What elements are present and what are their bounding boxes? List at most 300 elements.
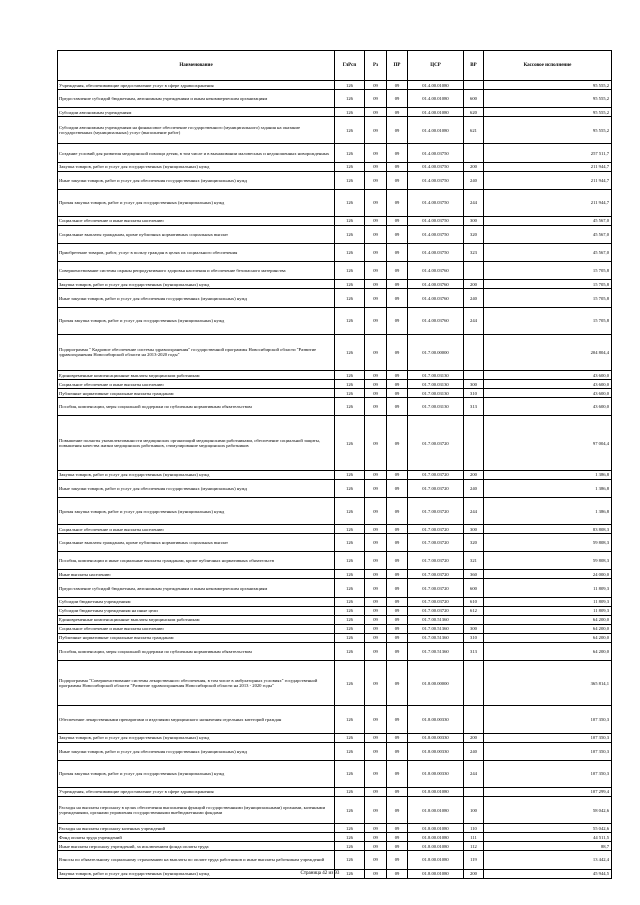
table-row (58, 398, 612, 416)
cell-csr: 01.4.00.03760 (408, 280, 464, 289)
cell-vr: 313 (464, 642, 484, 660)
cell-name: Прочая закупка товаров, работ и услуг для государственных (муниципальных) нужд (58, 760, 335, 787)
col-header-rz: Рз (365, 51, 387, 81)
cell-name: Пособия, компенсации, меры социальной поддержки по публичным нормативным обязательствам (58, 642, 335, 660)
cell-amount: 1 386,8 (484, 497, 612, 524)
cell-pr: 09 (387, 624, 408, 633)
cell-grs: 126 (335, 144, 365, 162)
cell-vr: 119 (464, 851, 484, 869)
cell-csr: 01.8.00.01080 (408, 797, 464, 824)
cell-rz: 09 (365, 289, 387, 307)
cell-amount: 211 944,7 (484, 189, 612, 216)
table-row (58, 389, 612, 398)
cell-csr: 01.7.00.51360 (408, 615, 464, 624)
cell-name: Создание условий для развития медицинской помощи детям, в том числе и в выхаживании маловесных и недоношенных новорожденных (58, 144, 335, 162)
cell-amount: 107 350,3 (484, 760, 612, 787)
cell-amount: 11 809,3 (484, 579, 612, 597)
cell-pr: 09 (387, 162, 408, 171)
cell-csr: 01.7.00.51360 (408, 642, 464, 660)
cell-grs: 126 (335, 289, 365, 307)
cell-csr: 01.7.00.03720 (408, 570, 464, 579)
cell-amount: 95 555,2 (484, 81, 612, 90)
cell-rz: 09 (365, 371, 387, 380)
cell-name: Приобретение товаров, работ, услуг в пользу граждан в целях их социального обеспечения (58, 244, 335, 262)
cell-pr: 09 (387, 615, 408, 624)
cell-name: Единовременные компенсационные выплаты медицинским работникам (58, 371, 335, 380)
cell-rz: 09 (365, 90, 387, 108)
cell-amount: 64 200,0 (484, 615, 612, 624)
cell-vr: 240 (464, 479, 484, 497)
cell-pr: 09 (387, 851, 408, 869)
cell-pr: 09 (387, 389, 408, 398)
cell-csr: 01.4.00.03750 (408, 189, 464, 216)
cell-grs: 126 (335, 869, 365, 878)
table-row (58, 661, 612, 706)
cell-grs: 126 (335, 633, 365, 642)
cell-vr: 200 (464, 280, 484, 289)
cell-pr: 09 (387, 189, 408, 216)
cell-name: Иные выплаты персоналу учреждений, за исключением фонда оплаты труда (58, 842, 335, 851)
cell-grs: 126 (335, 280, 365, 289)
cell-rz: 09 (365, 226, 387, 244)
table-row (58, 633, 612, 642)
cell-name: Иные закупки товаров, работ и услуг для обеспечения государственных (муниципальных) нужд (58, 479, 335, 497)
cell-vr (464, 787, 484, 796)
cell-amount: 1 386,8 (484, 470, 612, 479)
cell-pr: 09 (387, 661, 408, 706)
table-row (58, 534, 612, 552)
cell-grs: 126 (335, 597, 365, 606)
cell-pr: 09 (387, 470, 408, 479)
cell-grs: 126 (335, 661, 365, 706)
cell-vr (464, 661, 484, 706)
cell-rz: 09 (365, 824, 387, 833)
cell-grs: 126 (335, 552, 365, 570)
cell-rz: 09 (365, 833, 387, 842)
cell-name: Субсидии автономным учреждениям на финансовое обеспечение государственного (муниципального) задания на оказание государственных (муниципальных) услуг (выполнение работ) (58, 117, 335, 144)
cell-pr: 09 (387, 416, 408, 470)
cell-amount: 45 944,5 (484, 869, 612, 878)
cell-amount: 64 200,0 (484, 624, 612, 633)
cell-name: Социальное обеспечение и иные выплаты населению (58, 525, 335, 534)
cell-vr: 621 (464, 117, 484, 144)
cell-amount: 107 299,4 (484, 787, 612, 796)
cell-amount: 64 200,0 (484, 633, 612, 642)
table-row (58, 597, 612, 606)
cell-vr: 244 (464, 307, 484, 334)
cell-name: Прочая закупка товаров, работ и услуг для государственных (муниципальных) нужд (58, 497, 335, 524)
cell-amount: 1 386,8 (484, 479, 612, 497)
cell-vr: 240 (464, 742, 484, 760)
cell-csr: 01.7.00.03720 (408, 416, 464, 470)
cell-rz: 09 (365, 497, 387, 524)
cell-pr: 09 (387, 824, 408, 833)
cell-name: Подпрограмма " Кадровое обеспечение системы здравоохранения" государственной программы Новосибирской области "Развитие здравоохранения Новосибирской области на 2013-2020 годы" (58, 334, 335, 370)
cell-grs: 126 (335, 797, 365, 824)
cell-csr: 01.4.00.03760 (408, 262, 464, 280)
cell-name: Иные закупки товаров, работ и услуг для обеспечения государственных (муниципальных) нужд (58, 171, 335, 189)
table-row (58, 624, 612, 633)
cell-csr: 01.4.00.03750 (408, 226, 464, 244)
cell-csr: 01.4.00.03750 (408, 171, 464, 189)
cell-grs: 126 (335, 90, 365, 108)
cell-name: Пособия, компенсации, меры социальной поддержки по публичным нормативным обязательствам (58, 398, 335, 416)
table-row (58, 525, 612, 534)
cell-name: Социальное обеспечение и иные выплаты населению (58, 216, 335, 225)
cell-rz: 09 (365, 642, 387, 660)
table-row (58, 416, 612, 470)
cell-pr: 09 (387, 797, 408, 824)
cell-csr: 01.8.00.00330 (408, 733, 464, 742)
cell-name: Прочая закупка товаров, работ и услуг для государственных (муниципальных) нужд (58, 307, 335, 334)
cell-vr (464, 615, 484, 624)
cell-rz: 09 (365, 171, 387, 189)
cell-amount: 204 804,4 (484, 334, 612, 370)
cell-grs: 126 (335, 624, 365, 633)
cell-pr: 09 (387, 479, 408, 497)
cell-grs: 126 (335, 307, 365, 334)
cell-csr: 01.8.00.00000 (408, 661, 464, 706)
cell-vr: 200 (464, 733, 484, 742)
table-row (58, 787, 612, 796)
table-row (58, 733, 612, 742)
cell-grs: 126 (335, 389, 365, 398)
col-header-name: Наименование (58, 51, 335, 81)
cell-rz: 09 (365, 869, 387, 878)
cell-csr: 01.7.00.51360 (408, 624, 464, 633)
cell-vr: 600 (464, 579, 484, 597)
cell-rz: 09 (365, 334, 387, 370)
cell-csr: 01.7.00.00000 (408, 334, 464, 370)
cell-name: Единовременные компенсационные выплаты медицинским работникам (58, 615, 335, 624)
cell-grs: 126 (335, 334, 365, 370)
cell-vr: 620 (464, 108, 484, 117)
cell-amount: 15 705,8 (484, 280, 612, 289)
cell-pr: 09 (387, 570, 408, 579)
cell-pr: 09 (387, 262, 408, 280)
table-row (58, 280, 612, 289)
cell-grs: 126 (335, 742, 365, 760)
cell-amount: 43 600,0 (484, 389, 612, 398)
cell-pr: 09 (387, 633, 408, 642)
cell-pr: 09 (387, 497, 408, 524)
table-row (58, 606, 612, 615)
cell-name: Социальное обеспечение и иные выплаты населению (58, 624, 335, 633)
cell-name: Фонд оплаты труда учреждений (58, 833, 335, 842)
table-row (58, 307, 612, 334)
cell-amount: 95 555,2 (484, 108, 612, 117)
cell-name: Подпрограмма "Совершенствование системы лекарственного обеспечения, в том числе в амбулаторных условиях" государственной программы Новосибирской области "Развитие здравоохранения Новосибирской области на 2013 - 2020 годы" (58, 661, 335, 706)
table-row (58, 760, 612, 787)
cell-name: Взносы по обязательному социальному страхованию на выплаты по оплате труда работников и иные выплаты работникам учреждений (58, 851, 335, 869)
cell-pr: 09 (387, 787, 408, 796)
cell-rz: 09 (365, 525, 387, 534)
table-row (58, 244, 612, 262)
table-row (58, 262, 612, 280)
cell-csr: 01.8.00.01080 (408, 842, 464, 851)
cell-csr: 01.4.00.03750 (408, 216, 464, 225)
cell-csr: 01.8.00.00330 (408, 706, 464, 733)
cell-amount: 257 511,7 (484, 144, 612, 162)
cell-rz: 09 (365, 81, 387, 90)
cell-vr (464, 706, 484, 733)
table-row (58, 334, 612, 370)
cell-name: Закупка товаров, работ и услуг для государственных (муниципальных) нужд (58, 470, 335, 479)
cell-pr: 09 (387, 552, 408, 570)
cell-pr: 09 (387, 280, 408, 289)
cell-rz: 09 (365, 706, 387, 733)
cell-csr: 01.8.00.00330 (408, 760, 464, 787)
cell-grs: 126 (335, 787, 365, 796)
cell-grs: 126 (335, 760, 365, 787)
cell-grs: 126 (335, 117, 365, 144)
cell-grs: 126 (335, 824, 365, 833)
table-row (58, 90, 612, 108)
col-header-vr: ВР (464, 51, 484, 81)
cell-pr: 09 (387, 307, 408, 334)
cell-grs: 126 (335, 171, 365, 189)
cell-grs: 126 (335, 579, 365, 597)
cell-rz: 09 (365, 144, 387, 162)
cell-amount: 44 511,5 (484, 833, 612, 842)
cell-vr: 300 (464, 380, 484, 389)
cell-rz: 09 (365, 579, 387, 597)
cell-amount: 45 567,0 (484, 226, 612, 244)
cell-csr: 01.7.00.51360 (408, 633, 464, 642)
cell-vr (464, 81, 484, 90)
cell-vr (464, 371, 484, 380)
cell-vr: 244 (464, 189, 484, 216)
cell-amount: 107 350,3 (484, 706, 612, 733)
table-header-row (58, 51, 612, 81)
cell-amount: 55 042,6 (484, 824, 612, 833)
cell-csr: 01.4.00.03760 (408, 289, 464, 307)
cell-amount: 24 000,0 (484, 570, 612, 579)
cell-rz: 09 (365, 842, 387, 851)
cell-grs: 126 (335, 398, 365, 416)
cell-amount: 95 555,2 (484, 117, 612, 144)
cell-vr: 200 (464, 162, 484, 171)
cell-vr: 244 (464, 760, 484, 787)
cell-pr: 09 (387, 371, 408, 380)
cell-csr: 01.7.00.03130 (408, 371, 464, 380)
cell-rz: 09 (365, 661, 387, 706)
cell-csr: 01.8.00.01080 (408, 824, 464, 833)
cell-amount: 107 350,3 (484, 733, 612, 742)
table-row (58, 171, 612, 189)
cell-pr: 09 (387, 216, 408, 225)
cell-rz: 09 (365, 787, 387, 796)
cell-vr: 111 (464, 833, 484, 842)
cell-rz: 09 (365, 108, 387, 117)
cell-vr: 200 (464, 470, 484, 479)
cell-csr: 01.4.00.01080 (408, 108, 464, 117)
cell-grs: 126 (335, 706, 365, 733)
cell-rz: 09 (365, 760, 387, 787)
table-row (58, 742, 612, 760)
cell-vr: 300 (464, 216, 484, 225)
cell-pr: 09 (387, 642, 408, 660)
col-header-pr: ПР (387, 51, 408, 81)
cell-vr: 323 (464, 244, 484, 262)
cell-grs: 126 (335, 371, 365, 380)
cell-name: Учреждения, обеспечивающие предоставление услуг в сфере здравоохранения (58, 787, 335, 796)
cell-grs: 126 (335, 833, 365, 842)
table-row (58, 552, 612, 570)
cell-name: Субсидии бюджетным учреждениям (58, 597, 335, 606)
cell-csr: 01.8.00.01080 (408, 869, 464, 878)
cell-amount: 83 808,3 (484, 525, 612, 534)
cell-name: Расходы на выплаты персоналу казенных учреждений (58, 824, 335, 833)
table-row (58, 833, 612, 842)
cell-name: Публичные нормативные социальные выплаты гражданам (58, 389, 335, 398)
cell-csr: 01.7.00.03130 (408, 389, 464, 398)
cell-pr: 09 (387, 760, 408, 787)
cell-vr: 110 (464, 824, 484, 833)
cell-rz: 09 (365, 307, 387, 334)
cell-amount: 15 705,8 (484, 307, 612, 334)
cell-amount: 211 944,7 (484, 171, 612, 189)
cell-amount: 64 200,0 (484, 642, 612, 660)
cell-pr: 09 (387, 534, 408, 552)
cell-csr: 01.7.00.03720 (408, 606, 464, 615)
cell-rz: 09 (365, 117, 387, 144)
cell-vr: 612 (464, 606, 484, 615)
cell-vr (464, 262, 484, 280)
cell-grs: 126 (335, 470, 365, 479)
cell-rz: 09 (365, 624, 387, 633)
cell-pr: 09 (387, 380, 408, 389)
cell-rz: 09 (365, 552, 387, 570)
cell-csr: 01.8.00.01080 (408, 787, 464, 796)
cell-pr: 09 (387, 742, 408, 760)
cell-csr: 01.8.00.01080 (408, 851, 464, 869)
col-header-grs: ГлРсп (335, 51, 365, 81)
table-row (58, 226, 612, 244)
cell-csr: 01.4.00.03750 (408, 244, 464, 262)
table-row (58, 797, 612, 824)
cell-rz: 09 (365, 244, 387, 262)
cell-name: Учреждения, обеспечивающие предоставление услуг в сфере здравоохранения (58, 81, 335, 90)
table-row (58, 615, 612, 624)
col-header-amount: Кассовое исполнение (484, 51, 612, 81)
budget-table-sheet (57, 50, 611, 879)
table-row (58, 824, 612, 833)
cell-rz: 09 (365, 851, 387, 869)
cell-rz: 09 (365, 570, 387, 579)
cell-pr: 09 (387, 144, 408, 162)
cell-rz: 09 (365, 615, 387, 624)
cell-name: Иные выплаты населению (58, 570, 335, 579)
cell-csr: 01.8.00.00330 (408, 742, 464, 760)
cell-name: Публичные нормативные социальные выплаты гражданам (58, 633, 335, 642)
table-row (58, 289, 612, 307)
cell-vr: 112 (464, 842, 484, 851)
table-row (58, 117, 612, 144)
cell-csr: 01.7.00.03720 (408, 597, 464, 606)
cell-rz: 09 (365, 398, 387, 416)
cell-vr: 200 (464, 869, 484, 878)
cell-csr: 01.7.00.03720 (408, 479, 464, 497)
table-row (58, 108, 612, 117)
cell-pr: 09 (387, 244, 408, 262)
cell-rz: 09 (365, 416, 387, 470)
budget-table (57, 50, 612, 879)
cell-name: Расходы на выплаты персоналу в целях обеспечения выполнения функций государственными (муниципальными) органами, казенными учреждениями, органами управления государственными внебюджетными фондами (58, 797, 335, 824)
cell-vr: 600 (464, 90, 484, 108)
cell-name: Совершенствование системы охраны репродуктивного здоровья населения и обеспечение безопасного материнства (58, 262, 335, 280)
cell-grs: 126 (335, 570, 365, 579)
table-row (58, 371, 612, 380)
cell-grs: 126 (335, 262, 365, 280)
cell-name: Повышение полноты укомплектованности медицинских организаций медицинскими работниками, обеспечение социальной защиты, повышения качества жизни медицинских работников, стимулирование медицинских работников (58, 416, 335, 470)
table-row (58, 144, 612, 162)
cell-grs: 126 (335, 189, 365, 216)
cell-grs: 126 (335, 479, 365, 497)
cell-grs: 126 (335, 162, 365, 171)
cell-amount: 107 350,3 (484, 742, 612, 760)
cell-name: Социальное обеспечение и иные выплаты населению (58, 380, 335, 389)
cell-pr: 09 (387, 869, 408, 878)
cell-grs: 126 (335, 525, 365, 534)
cell-amount: 43 600,0 (484, 380, 612, 389)
cell-pr: 09 (387, 334, 408, 370)
table-row (58, 851, 612, 869)
cell-vr: 320 (464, 226, 484, 244)
cell-pr: 09 (387, 842, 408, 851)
cell-vr: 300 (464, 624, 484, 633)
cell-grs: 126 (335, 642, 365, 660)
cell-rz: 09 (365, 380, 387, 389)
cell-amount: 58 042,6 (484, 797, 612, 824)
cell-pr: 09 (387, 289, 408, 307)
cell-vr: 310 (464, 389, 484, 398)
cell-vr: 610 (464, 597, 484, 606)
cell-csr: 01.7.00.03720 (408, 552, 464, 570)
cell-pr: 09 (387, 597, 408, 606)
cell-grs: 126 (335, 216, 365, 225)
table-row (58, 842, 612, 851)
cell-grs: 126 (335, 108, 365, 117)
table-body (58, 81, 612, 879)
cell-grs: 126 (335, 244, 365, 262)
cell-csr: 01.7.00.03720 (408, 470, 464, 479)
cell-amount: 365 814,1 (484, 661, 612, 706)
cell-csr: 01.7.00.03720 (408, 579, 464, 597)
cell-grs: 126 (335, 226, 365, 244)
cell-name: Предоставление субсидий бюджетным, автономным учреждениям и иным некоммерческим организациям (58, 579, 335, 597)
cell-name: Пособия, компенсации и иные социальные выплаты гражданам, кроме публичных нормативных обязательств (58, 552, 335, 570)
cell-grs: 126 (335, 534, 365, 552)
cell-csr: 01.4.00.03760 (408, 307, 464, 334)
cell-rz: 09 (365, 216, 387, 225)
cell-csr: 01.4.00.01080 (408, 90, 464, 108)
cell-amount: 11 809,3 (484, 606, 612, 615)
cell-rz: 09 (365, 733, 387, 742)
cell-rz: 09 (365, 189, 387, 216)
cell-amount: 97 004,4 (484, 416, 612, 470)
table-row (58, 570, 612, 579)
cell-name: Закупка товаров, работ и услуг для государственных (муниципальных) нужд (58, 162, 335, 171)
table-row (58, 380, 612, 389)
cell-amount: 211 944,7 (484, 162, 612, 171)
cell-rz: 09 (365, 797, 387, 824)
cell-rz: 09 (365, 479, 387, 497)
cell-name: Закупка товаров, работ и услуг для государственных (муниципальных) нужд (58, 280, 335, 289)
cell-csr: 01.7.00.03720 (408, 525, 464, 534)
cell-name: Иные закупки товаров, работ и услуг для обеспечения государственных (муниципальных) нужд (58, 742, 335, 760)
cell-amount: 88,7 (484, 842, 612, 851)
